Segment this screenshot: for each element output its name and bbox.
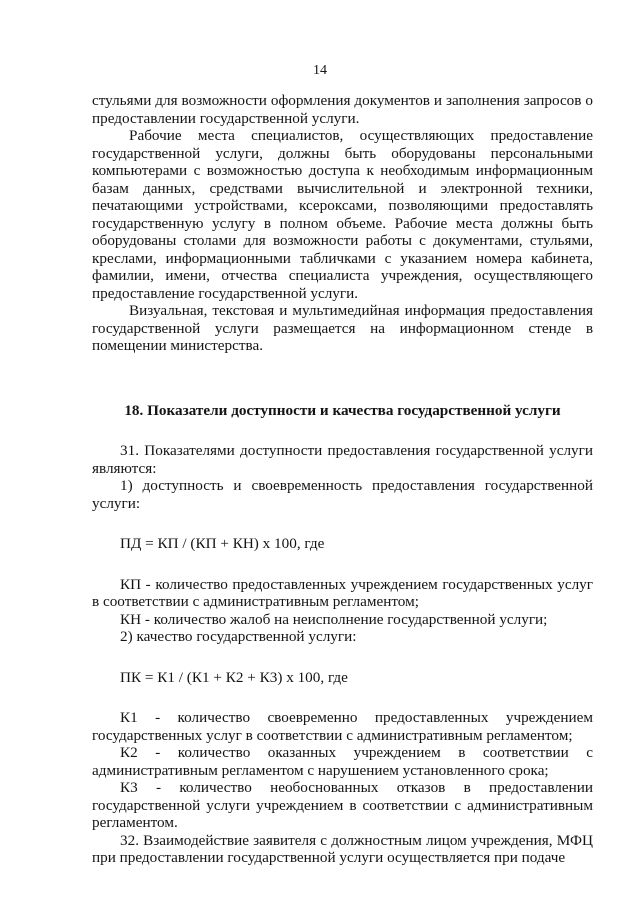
formula-pk: ПК = К1 / (К1 + К2 + К3) х 100, где [120, 668, 348, 686]
paragraph-visual-info: Визуальная, текстовая и мультимедийная информация предоставления государственной услуги размещается на информационном стенде в помещении министерства. [92, 302, 593, 354]
document-body [92, 92, 593, 867]
formula-pd: ПД = КП / (КП + КН) х 100, где [120, 535, 325, 552]
paragraph-continuation: стульями для возможности оформления документов и заполнения запросов о предоставлении государственной услуги. [92, 92, 593, 127]
definition-k1: К1 - количество своевременно предоставленных учреждением государственных услуг в соответствии с административным регламентом; [92, 709, 593, 744]
definition-k3: К3 - количество необоснованных отказов в предоставлении государственной услуги учреждением в соответствии с административным регламентом. [92, 779, 593, 831]
definition-k2: К2 - количество оказанных учреждением в соответствии с административным регламентом с нарушением установленного срока; [92, 744, 593, 779]
page-number: 14 [313, 63, 327, 78]
definition-kn: КН - количество жалоб на неисполнение государственной услуги; [120, 610, 548, 628]
item-31: 31. Показателями доступности предоставления государственной услуги являются: [92, 442, 593, 477]
definition-kp: КП - количество предоставленных учреждением государственных услуг в соответствии с административным регламентом; [92, 575, 593, 610]
item-32: 32. Взаимодействие заявителя с должностным лицом учреждения, МФЦ при предоставлении государственной услуги осуществляется при подаче [92, 831, 593, 866]
item-31-2: 2) качество государственной услуги: [120, 628, 357, 645]
item-31-1: 1) доступность и своевременность предоставления государственной услуги: [92, 477, 593, 512]
section-heading: 18. Показатели доступности и качества государственной услуги [124, 401, 561, 419]
paragraph-workplaces: Рабочие места специалистов, осуществляющих предоставление государственной услуги, должны быть оборудованы персональными компьютерами с возможностью доступа к необходимым информационным базам данных, средствами вычислительной и электронной техники, печатающими устройствами, ксероксами, позволяющими предоставлять государственную услугу в полном объеме. Рабочие места должны быть оборудованы столами для возможности работы с документами, стульями, креслами, информационными табличками с указанием номера кабинета, фамилии, имени, отчества специалиста учреждения, осуществляющего предоставление государственной услуги. [92, 127, 593, 302]
